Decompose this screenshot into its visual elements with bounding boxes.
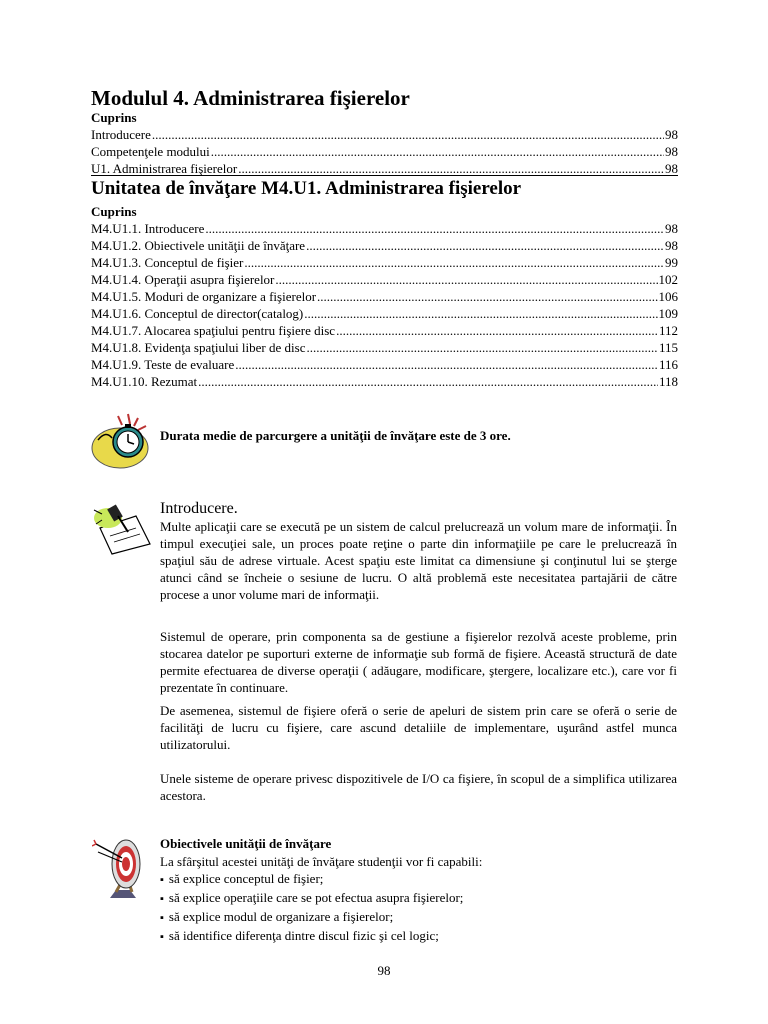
unit-toc-row[interactable] bbox=[91, 271, 678, 288]
objective-text: să explice modul de organizare a fişierelor; bbox=[168, 909, 394, 924]
leader-dots bbox=[336, 322, 658, 339]
module-toc-label: Introducere bbox=[91, 127, 151, 142]
unit-toc-row[interactable] bbox=[91, 220, 678, 237]
leader-dots bbox=[306, 339, 658, 356]
module-toc-label: Competenţele modului bbox=[91, 144, 210, 159]
leader-dots bbox=[205, 220, 664, 237]
unit-toc-label: M4.U1.4. Operaţii asupra fişierelor bbox=[91, 272, 275, 287]
unit-toc-page: 116 bbox=[658, 357, 678, 372]
module-toc-label: U1. Administrarea fişierelor bbox=[91, 161, 238, 176]
unit-toc-page: 112 bbox=[658, 323, 678, 338]
leader-dots bbox=[211, 143, 664, 160]
unit-toc-label: M4.U1.10. Rezumat bbox=[91, 374, 198, 389]
leader-dots bbox=[306, 237, 664, 254]
unit-toc-heading: Cuprins bbox=[91, 204, 137, 219]
unit-toc-row[interactable] bbox=[91, 322, 678, 339]
leader-dots bbox=[244, 254, 664, 271]
unit-toc-page: 109 bbox=[658, 306, 678, 321]
module-toc-page: 98 bbox=[665, 144, 678, 159]
duration-text: Durata medie de parcurgere a unităţii de învăţare este de 3 ore. bbox=[160, 428, 511, 443]
unit-toc-row[interactable] bbox=[91, 305, 678, 322]
unit-toc-label: M4.U1.7. Alocarea spaţiului pentru fişiere disc bbox=[91, 323, 336, 338]
unit-toc-label: M4.U1.1. Introducere bbox=[91, 221, 205, 236]
pushpin-note-icon bbox=[90, 498, 156, 556]
unit-toc-label: M4.U1.8. Evidenţa spaţiului liber de disc bbox=[91, 340, 306, 355]
unit-toc-label: M4.U1.3. Conceptul de fişier bbox=[91, 255, 244, 270]
intro-heading: Introducere bbox=[160, 500, 234, 517]
objective-item bbox=[160, 927, 463, 946]
objective-item bbox=[160, 908, 463, 927]
objective-item bbox=[160, 889, 463, 908]
target-arrow-icon bbox=[92, 834, 154, 904]
module-toc-heading: Cuprins bbox=[91, 110, 137, 125]
objective-text: să explice operaţiile care se pot efectua asupra fişierelor; bbox=[168, 890, 464, 905]
module-toc-page: 98 bbox=[665, 161, 678, 176]
unit-toc-label: M4.U1.2. Obiectivele unităţii de învăţare bbox=[91, 238, 306, 253]
module-toc-row[interactable] bbox=[91, 143, 678, 160]
unit-toc-label: M4.U1.9. Teste de evaluare bbox=[91, 357, 235, 372]
unit-toc-row[interactable] bbox=[91, 356, 678, 373]
leader-dots bbox=[152, 126, 664, 143]
unit-toc-page: 102 bbox=[658, 272, 678, 287]
unit-toc-page: 118 bbox=[658, 374, 678, 389]
intro-paragraph-2: Sistemul de operare, prin componenta sa de gestiune a fişierelor rezolvă aceste probleme, prin stocarea datelor pe suporturi externe de informaţie sub formă de fişiere. Această structură de date permite efectuarea de diverse operaţii ( adăugare, modificare, ştergere, localizare etc.), care vor fi prezentate în continuare. bbox=[160, 629, 677, 695]
unit-toc-row[interactable] bbox=[91, 288, 678, 305]
unit-toc-page: 115 bbox=[658, 340, 678, 355]
objective-item bbox=[160, 870, 463, 889]
module-toc bbox=[91, 109, 678, 177]
leader-dots bbox=[317, 288, 657, 305]
module-toc-page: 98 bbox=[665, 127, 678, 142]
unit-toc-page: 106 bbox=[658, 289, 678, 304]
unit-toc-row[interactable] bbox=[91, 373, 678, 390]
unit-toc bbox=[91, 203, 678, 390]
intro-paragraph-1: Multe aplicaţii care se execută pe un sistem de calcul prelucrează un volum mare de informaţii. În timpul execuţiei sale, un proces poate reţine o parte din informaţiile pe care le prelucrează în spaţiul său de adrese virtuale. Acest spaţiu este limitat ca dimensiune şi conţinutul lui se şterge atunci când se încheie o sesiune de lucru. O altă problemă este necesitatea partajării de către procese a unor volume mari de informaţii. bbox=[160, 519, 677, 602]
unit-title: Unitatea de învăţare M4.U1. Administrarea fişierelor bbox=[91, 178, 522, 199]
unit-toc-page: 98 bbox=[665, 238, 678, 253]
page-number: 98 bbox=[377, 963, 391, 978]
objective-text: să identifice diferenţa dintre discul fizic şi cel logic; bbox=[168, 928, 439, 943]
unit-toc-page: 98 bbox=[665, 221, 678, 236]
leader-dots bbox=[304, 305, 657, 322]
leader-dots bbox=[235, 356, 658, 373]
unit-toc-row[interactable] bbox=[91, 339, 678, 356]
intro-paragraph-3: De asemenea, sistemul de fişiere oferă o serie de apeluri de sistem prin care se oferă o serie de facilităţi de lucru cu fişiere, care ascund detaliile de implementare, uşurând astfel munca utilizatorului. bbox=[160, 703, 677, 752]
unit-toc-row[interactable] bbox=[91, 237, 678, 254]
unit-toc-row[interactable] bbox=[91, 254, 678, 271]
objectives-list bbox=[160, 870, 463, 946]
unit-toc-label: M4.U1.6. Conceptul de director(catalog) bbox=[91, 306, 304, 321]
intro-paragraph-4: Unele sisteme de operare privesc dispozitivele de I/O ca fişiere, în scopul de a simplifica utilizarea acestora. bbox=[160, 771, 677, 803]
stopwatch-icon bbox=[90, 410, 156, 470]
objectives-heading: Obiectivele unităţii de învăţare bbox=[160, 836, 332, 851]
unit-toc-page: 99 bbox=[665, 255, 678, 270]
objective-text: să explice conceptul de fişier; bbox=[168, 871, 324, 886]
divider bbox=[91, 175, 678, 176]
module-toc-row[interactable] bbox=[91, 126, 678, 143]
leader-dots bbox=[275, 271, 657, 288]
module-title: Modulul 4. Administrarea fişierelor bbox=[91, 86, 410, 110]
objectives-intro: La sfârşitul acestei unităţi de învăţare studenţii vor fi capabili: bbox=[160, 854, 483, 869]
unit-toc-label: M4.U1.5. Moduri de organizare a fişierelor bbox=[91, 289, 317, 304]
leader-dots bbox=[198, 373, 658, 390]
